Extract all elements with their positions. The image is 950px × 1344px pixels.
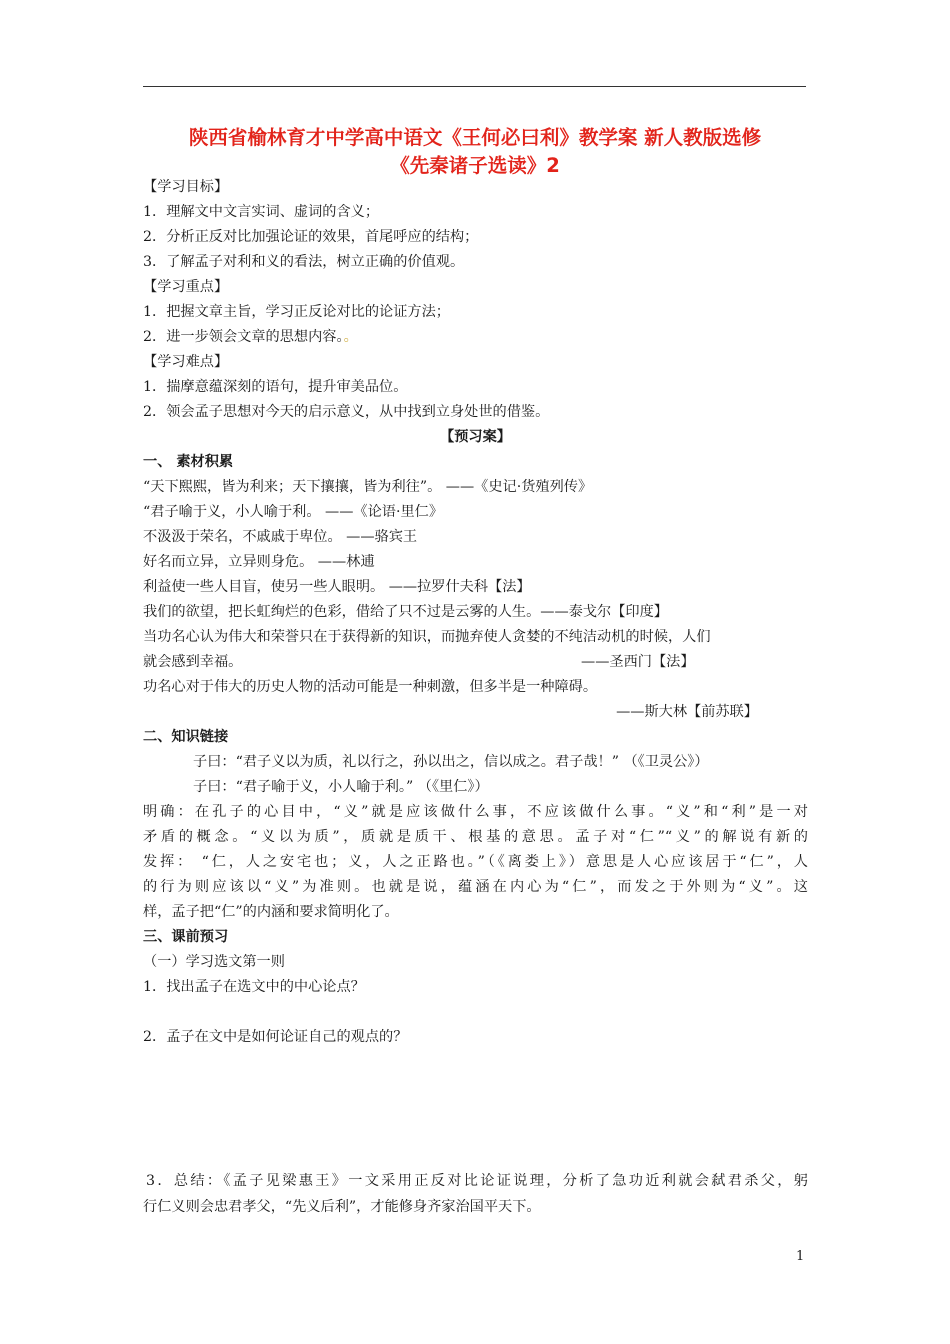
title-line-2: 《先秦诸子选读》2 xyxy=(390,154,560,177)
question-2: 2．孟子在文中是如何论证自己的观点的？ xyxy=(143,1029,408,1045)
subsection-heading: （一）学习选文第一则 xyxy=(143,954,285,970)
question-1: 1．找出孟子在选文中的中心论点？ xyxy=(143,979,365,995)
focus-heading: 【学习重点】 xyxy=(143,279,229,295)
knowledge-line: 样，孟子把“仁”的内涵和要求简明化了。 xyxy=(143,904,399,920)
quote-line: 功名心对于伟大的历史人物的活动可能是一种刺激，但多半是一种障碍。 xyxy=(143,679,598,695)
quote-line: “天下熙熙，皆为利来；天下攘攘，皆为利往”。 ——《史记·货殖列传》 xyxy=(143,479,593,495)
preview-heading: 【预习案】 xyxy=(440,429,511,445)
goal-item: 2．分析正反对比加强论证的效果，首尾呼应的结构； xyxy=(143,229,479,245)
quote-attribution: ——斯大林【前苏联】 xyxy=(616,704,758,720)
section-2-heading: 二、知识链接 xyxy=(143,729,229,745)
focus-item: 1．把握文章主旨，学习正反论对比的论证方法； xyxy=(143,304,450,320)
knowledge-line: 明确：在孔子的心目中，“义”就是应该做什么事，不应该做什么事。“义”和“利”是一对 xyxy=(143,804,808,820)
knowledge-line: 的行为则应该以“义”为准则。也就是说，蕴涵在内心为“仁”，而发之于外则为“义”。这 xyxy=(143,879,808,895)
quote-line: “君子喻于义，小人喻于利。 ——《论语·里仁》 xyxy=(143,504,444,520)
header-rule xyxy=(143,86,806,87)
quote-line: 利益使一些人目盲，使另一些人眼明。 ——拉罗什夫科【法】 xyxy=(143,579,531,595)
document-title xyxy=(130,124,820,180)
goal-item: 1．理解文中文言实词、虚词的含义； xyxy=(143,204,380,220)
page-number: 1 xyxy=(796,1249,805,1264)
knowledge-line: 子曰：“君子喻于义，小人喻于利。” （《里仁》） xyxy=(193,779,489,795)
focus-item: 2．进一步领会文章的思想内容。。 xyxy=(143,329,358,345)
difficulty-item: 1．揣摩意蕴深刻的语句，提升审美品位。 xyxy=(143,379,408,395)
knowledge-line: 发挥： “仁，人之安宅也；义，人之正路也。”（《离娄上》）意思是人心应该居于“仁”，人 xyxy=(143,854,808,870)
quote-attribution: ——圣西门【法】 xyxy=(581,654,695,670)
difficulty-item: 2．领会孟子思想对今天的启示意义，从中找到立身处世的借鉴。 xyxy=(143,404,550,420)
difficulty-heading: 【学习难点】 xyxy=(143,354,229,370)
goal-item: 3．了解孟子对利和义的看法，树立正确的价值观。 xyxy=(143,254,465,270)
summary-line: 3．总结：《孟子见梁惠王》一文采用正反对比论证说理，分析了急功近利就会弑君杀父，躬 xyxy=(146,1173,808,1189)
section-1-heading: 一、 素材积累 xyxy=(143,454,234,470)
quote-line: 当功名心认为伟大和荣誉只在于获得新的知识，而抛弃使人贪婪的不纯洁动机的时候，人们 xyxy=(143,629,711,645)
section-3-heading: 三、课前预习 xyxy=(143,929,229,945)
knowledge-line: 矛盾的概念。“义以为质”，质就是质干、根基的意思。孟子对“仁”“义”的解说有新的 xyxy=(143,829,808,845)
goals-heading: 【学习目标】 xyxy=(143,179,229,195)
knowledge-line: 子曰：“君子义以为质，礼以行之，孙以出之，信以成之。君子哉！” （《卫灵公》） xyxy=(193,754,709,770)
quote-line: 就会感到幸福。 xyxy=(143,654,243,670)
quote-line: 好名而立异，立异则身危。 ——林逋 xyxy=(143,554,375,570)
quote-line: 我们的欲望，把长虹绚烂的色彩，借给了只不过是云雾的人生。——泰戈尔【印度】 xyxy=(143,604,668,620)
summary-line: 行仁义则会忠君孝父，“先义后利”，才能修身齐家治国平天下。 xyxy=(143,1199,541,1215)
quote-line: 不汲汲于荣名，不戚戚于卑位。 ——骆宾王 xyxy=(143,529,418,545)
title-line-1: 陕西省榆林育才中学高中语文《王何必曰利》教学案 新人教版选修 xyxy=(188,126,762,149)
